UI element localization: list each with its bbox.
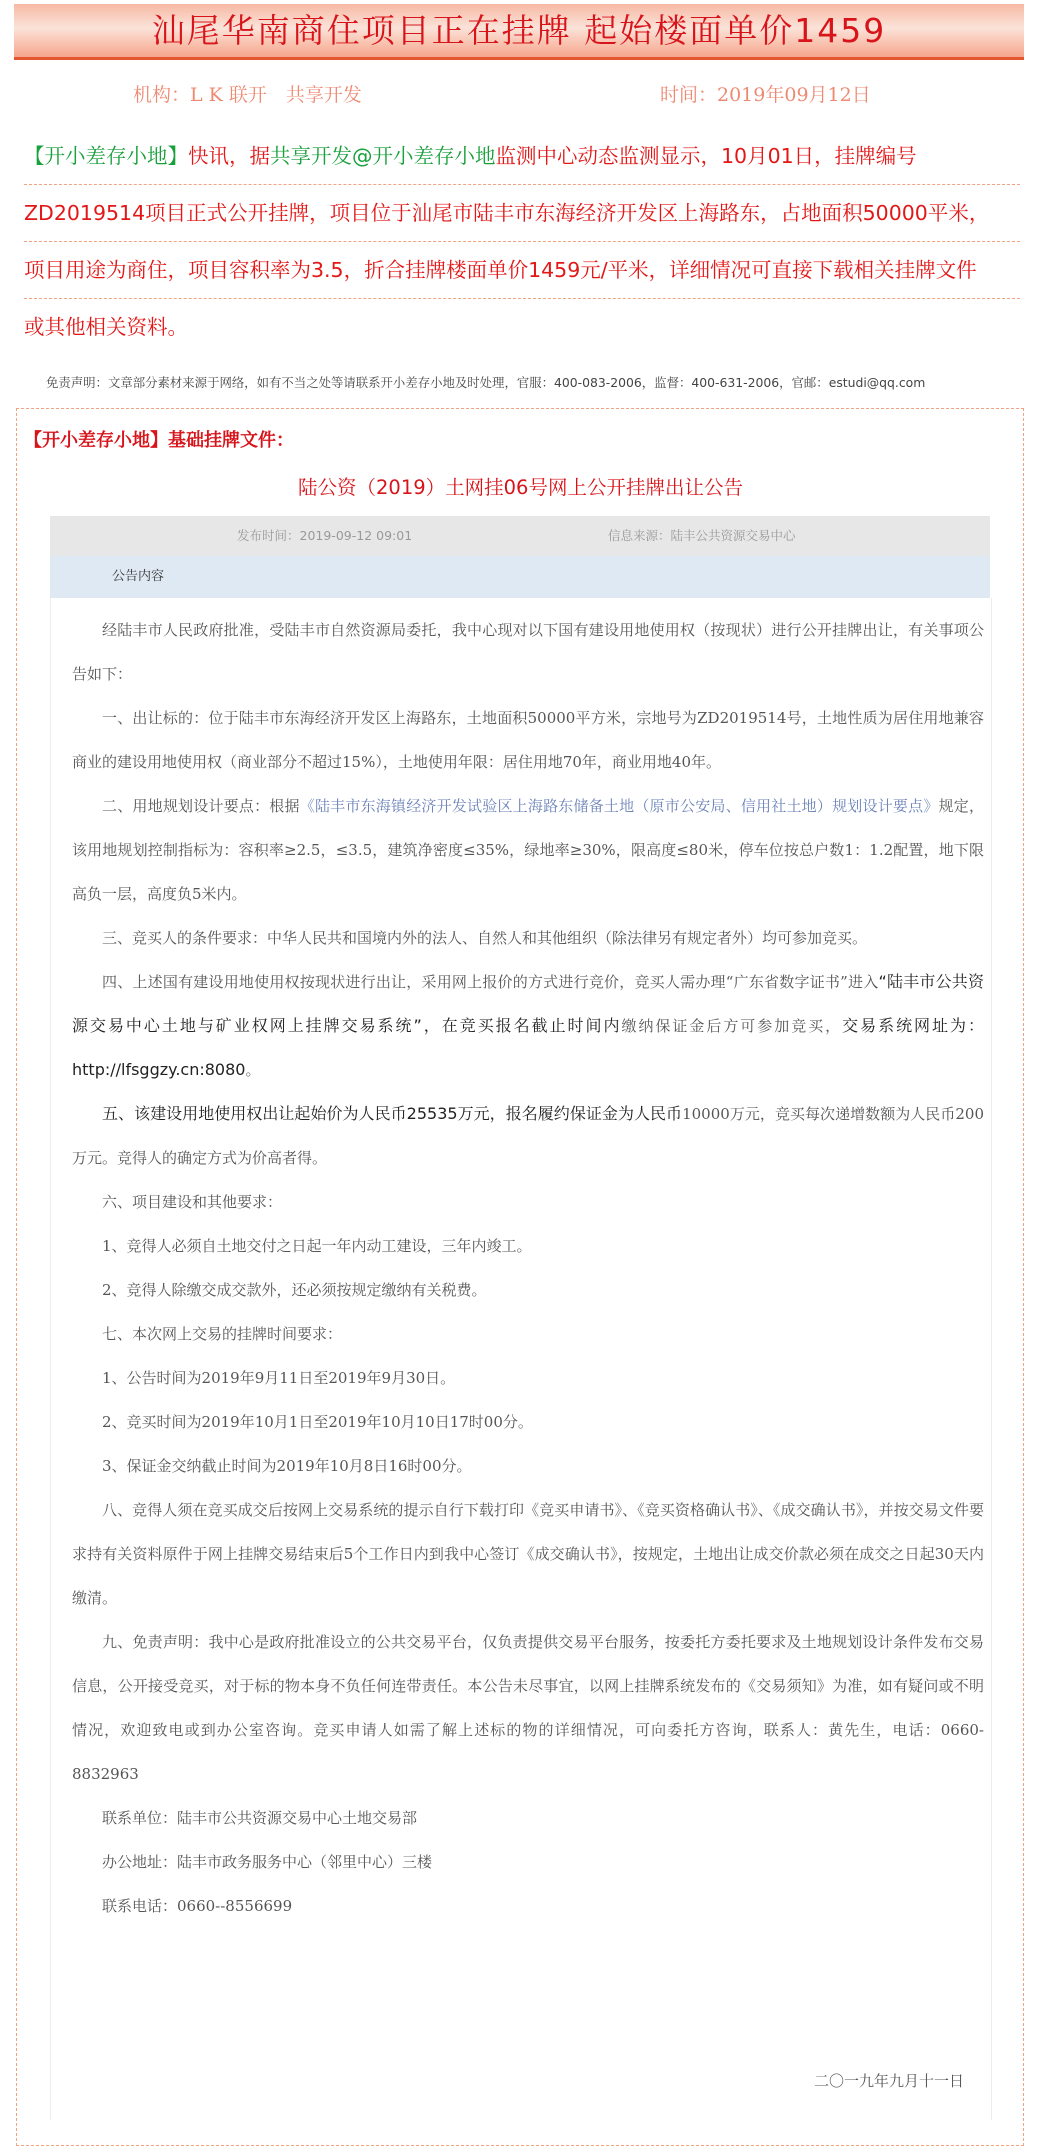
paragraph: 八、竞得人须在竞买成交后按网上交易系统的提示自行下载打印《竞买申请书》、《竞买资格确认书》、《成交确认书》，并按交易文件要求持有关资料原件于网上挂牌交易结束后5个工作日内到我中心签订《成交确认书》，按规定，土地出让成交价款必须在成交之日起30天内缴清。 bbox=[72, 1501, 984, 1607]
text: 五、该建设用地使用权出让起始价为人民币25535万元，报名履约保证金为人民币 bbox=[102, 1104, 683, 1123]
title-banner bbox=[14, 4, 1024, 60]
paragraph: 联系单位：陆丰市公共资源交易中心土地交易部 bbox=[102, 1809, 418, 1827]
paragraph: 2、竞买时间为2019年10月1日至2019年10月10日17时00分。 bbox=[102, 1413, 533, 1431]
paragraph: 三、竞买人的条件要求：中华人民共和国境内外的法人、自然人和其他组织（除法律另有规定者外）均可参加竞买。 bbox=[102, 929, 868, 947]
paragraph: 2、竞得人除缴交成交款外，还必须按规定缴纳有关税费。 bbox=[102, 1281, 487, 1299]
notice-title: 陆公资（2019）土网挂06号网上公开挂牌出让公告 bbox=[298, 476, 743, 499]
lead-line bbox=[24, 128, 1020, 185]
paragraph bbox=[72, 784, 984, 916]
paragraph: 联系电话：0660--8556699 bbox=[102, 1897, 293, 1915]
planning-doc-link[interactable]: 《陆丰市东海镇经济开发试验区上海路东储备土地（原市公安局、信用社土地）规划设计要点》 bbox=[299, 797, 939, 815]
content-header: 公告内容 bbox=[50, 556, 990, 598]
paragraph: 办公地址：陆丰市政务服务中心（邻里中心）三楼 bbox=[102, 1853, 433, 1871]
section-label: 【开小差存小地】基础挂牌文件： bbox=[24, 430, 294, 451]
org-label: 机构：L K 联开 共享开发 bbox=[133, 84, 362, 106]
text: 规定，该用地规划控制指标为：容积率≥2.5，≤3.5，建筑净密度≤35%，绿地率≥30%，限高度≤80米，停车位按总户数1：1.2配置，地下限高负一层，高度负5米内。 bbox=[72, 797, 984, 903]
lead-text: 监测中心动态监测显示，10月01日，挂牌编号 bbox=[495, 144, 917, 168]
paragraph: 经陆丰市人民政府批准，受陆丰市自然资源局委托，我中心现对以下国有建设用地使用权（按现状）进行公开挂牌出让，有关事项公告如下： bbox=[72, 621, 984, 683]
text: 。 bbox=[245, 1061, 261, 1079]
date-label: 时间：2019年09月12日 bbox=[660, 84, 871, 106]
system-url[interactable]: 交易系统网址为：http://lfsggzy.cn:8080 bbox=[72, 1016, 984, 1079]
text: 缴纳保证金后方可参加竞买， bbox=[621, 1017, 843, 1035]
paragraph: 六、项目建设和其他要求： bbox=[102, 1193, 283, 1211]
paragraph: 3、保证金交纳截止时间为2019年10月8日16时00分。 bbox=[102, 1457, 472, 1475]
info-source: 信息来源：陆丰公共资源交易中心 bbox=[608, 528, 796, 543]
paragraph bbox=[72, 960, 984, 1092]
lead-text: 快讯，据 bbox=[188, 144, 270, 168]
text: “陆丰市公共资源交易中心土地与矿业权网上挂牌交易系统”，在竞买报名截止时间内 bbox=[72, 972, 985, 1035]
paragraph: 七、本次网上交易的挂牌时间要求： bbox=[102, 1325, 343, 1343]
brand-tag: 【开小差存小地】 bbox=[24, 144, 188, 168]
lead-line: ZD2019514项目正式公开挂牌，项目位于汕尾市陆丰市东海经济开发区上海路东，占地面积50000平米， bbox=[24, 185, 1020, 242]
text: 10000万元，竞买每次递增数额为人民币200万元。竞得人的确定方式为价高者得。 bbox=[72, 1105, 984, 1167]
disclaimer: 免责声明：文章部分素材来源于网络，如有不当之处等请联系开小差存小地及时处理，官服：400-083-2006，监督：400-631-2006，官邮：estudi@qq.com bbox=[46, 375, 926, 390]
paragraph: 1、公告时间为2019年9月11日至2019年9月30日。 bbox=[102, 1369, 456, 1387]
text: 二、用地规划设计要点：根据 bbox=[102, 797, 300, 815]
brand-mention: 共享开发@开小差存小地 bbox=[270, 144, 496, 168]
paragraph: 1、竞得人必须自土地交付之日起一年内动工建设，三年内竣工。 bbox=[102, 1237, 532, 1255]
publish-time: 发布时间：2019-09-12 09:01 bbox=[237, 528, 413, 543]
text: 四、上述国有建设用地使用权按现状进行出让，采用网上报价的方式进行竞价，竞买人需办理“广东省数字证书”进入 bbox=[102, 973, 879, 991]
notice-info-bar bbox=[50, 516, 990, 556]
paragraph: 九、免责声明：我中心是政府批准设立的公共交易平台，仅负责提供交易平台服务，按委托方委托要求及土地规划设计条件发布交易信息，公开接受竞买，对于标的物本身不负任何连带责任。本公告未尽事宜，以网上挂牌系统发布的《交易须知》为准，如有疑问或不明情况，欢迎致电或到办公室咨询。竞买申请人如需了解上述标的物的详细情况，可向委托方咨询，联系人：黄先生，电话：0660-8832963 bbox=[72, 1633, 984, 1783]
lead-line: 或其他相关资料。 bbox=[24, 315, 188, 339]
paragraph bbox=[72, 1092, 984, 1180]
notice-body bbox=[72, 608, 984, 1928]
page-title: 汕尾华南商住项目正在挂牌 起始楼面单价1459 bbox=[151, 11, 887, 50]
lead-paragraph bbox=[24, 128, 1020, 356]
paragraph: 一、出让标的：位于陆丰市东海经济开发区上海路东，土地面积50000平方米，宗地号为ZD2019514号，土地性质为居住用地兼容商业的建设用地使用权（商业部分不超过15%），土地使用年限：居住用地70年，商业用地40年。 bbox=[72, 709, 984, 771]
lead-line: 项目用途为商住，项目容积率为3.5，折合挂牌楼面单价1459元/平米，详细情况可直接下载相关挂牌文件 bbox=[24, 242, 1020, 299]
signature-date: 二〇一九年九月十一日 bbox=[814, 2072, 965, 2090]
